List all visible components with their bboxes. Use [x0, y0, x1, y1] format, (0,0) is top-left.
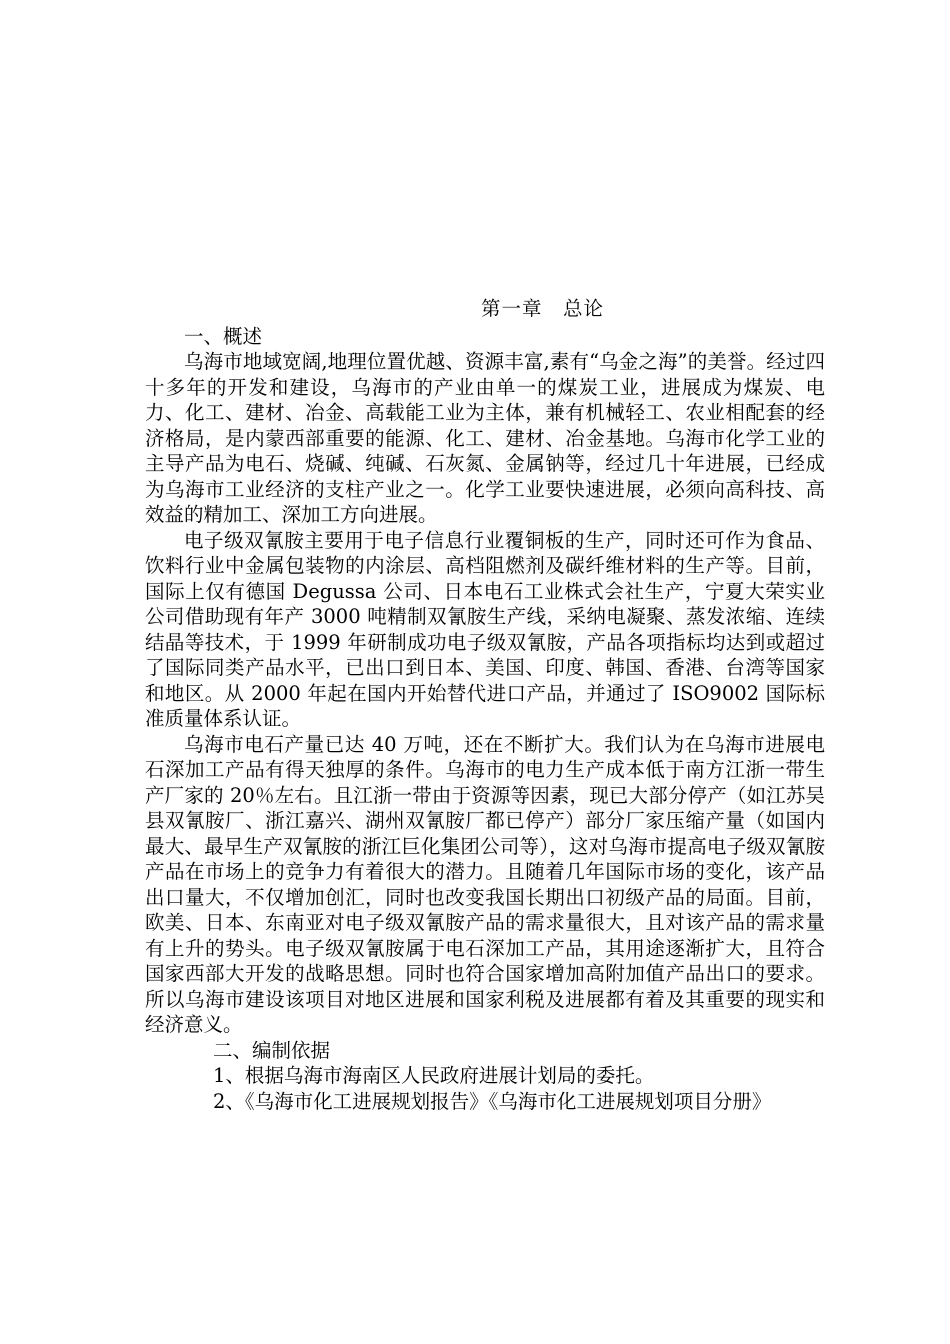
paragraph-wuhai-overview: 乌海市地域宽阔,地理位置优越、资源丰富,素有“乌金之海”的美誉。经过四十多年的开发和建设，乌海市的产业由单一的煤炭工业，进展成为煤炭、电力、化工、建材、冶金、高载能工业为主体，兼有机械轻工、农业相配套的经济格局，是内蒙西部重要的能源、化工、建材、冶金基地。乌海市化学工业的主导产品为电石、烧碱、纯碱、石灰氮、金属钠等，经过几十年进展，已经成为乌海市工业经济的支柱产业之一。化学工业要快速进展，必须向高科技、高效益的精加工、深加工方向进展。 — [145, 350, 825, 526]
document-body — [145, 296, 825, 1114]
chapter-title: 第一章 总论 — [480, 297, 604, 320]
paragraph-dicyandiamide-use: 电子级双氰胺主要用于电子信息行业覆铜板的生产，同时还可作为食品、饮料行业中金属包装物的内涂层、高档阻燃剂及碳纤维材料的生产等。目前，国际上仅有德国 Degussa 公司、日本电石工业株式会社生产，宁夏大荣实业公司借助现有年产 3000 吨精制双氰胺生产线，采纳电凝聚、蒸发浓缩、连续结晶等技术，于 1999 年研制成功电子级双氰胺，产品各项指标均达到或超过了国际同类产品水平，已出口到日本、美国、印度、韩国、香港、台湾等国家和地区。从 2000 年起在国内开始替代进口产品，并通过了 ISO9002 国际标准质量体系认证。 — [145, 528, 825, 730]
paragraph-market-analysis: 乌海市电石产量已达 40 万吨，还在不断扩大。我们认为在乌海市进展电石深加工产品有得天独厚的条件。乌海市的电力生产成本低于南方江浙一带生产厂家的 20％左右。且江浙一带由于资源等因素，现已大部分停产（如江苏吴县双氰胺厂、浙江嘉兴、湖州双氰胺厂都已停产）部分厂家压缩产量（如国内最大、最早生产双氰胺的浙江巨化集团公司等），这对乌海市提高电子级双氰胺产品在市场上的竞争力有着很大的潜力。且随着几年国际市场的变化，该产品出口量大，不仅增加创汇，同时也改变我国长期出口初级产品的局面。目前，欧美、日本、东南亚对电子级双氰胺产品的需求量很大，且对该产品的需求量有上升的势头。电子级双氰胺属于电石深加工产品，其用途逐渐扩大，且符合国家西部大开发的战略思想。同时也符合国家增加高附加值产品出口的要求。所以乌海市建设该项目对地区进展和国家利税及进展都有着及其重要的现实和经济意义。 — [145, 732, 825, 1036]
section-heading-overview: 一、概述 — [184, 324, 263, 348]
basis-item: 1、根据乌海市海南区人民政府进展计划局的委托。 — [213, 1064, 655, 1087]
basis-item: 2、《乌海市化工进展规划报告》《乌海市化工进展规划项目分册》 — [213, 1089, 772, 1113]
section-heading-basis: 二、编制依据 — [213, 1038, 331, 1062]
